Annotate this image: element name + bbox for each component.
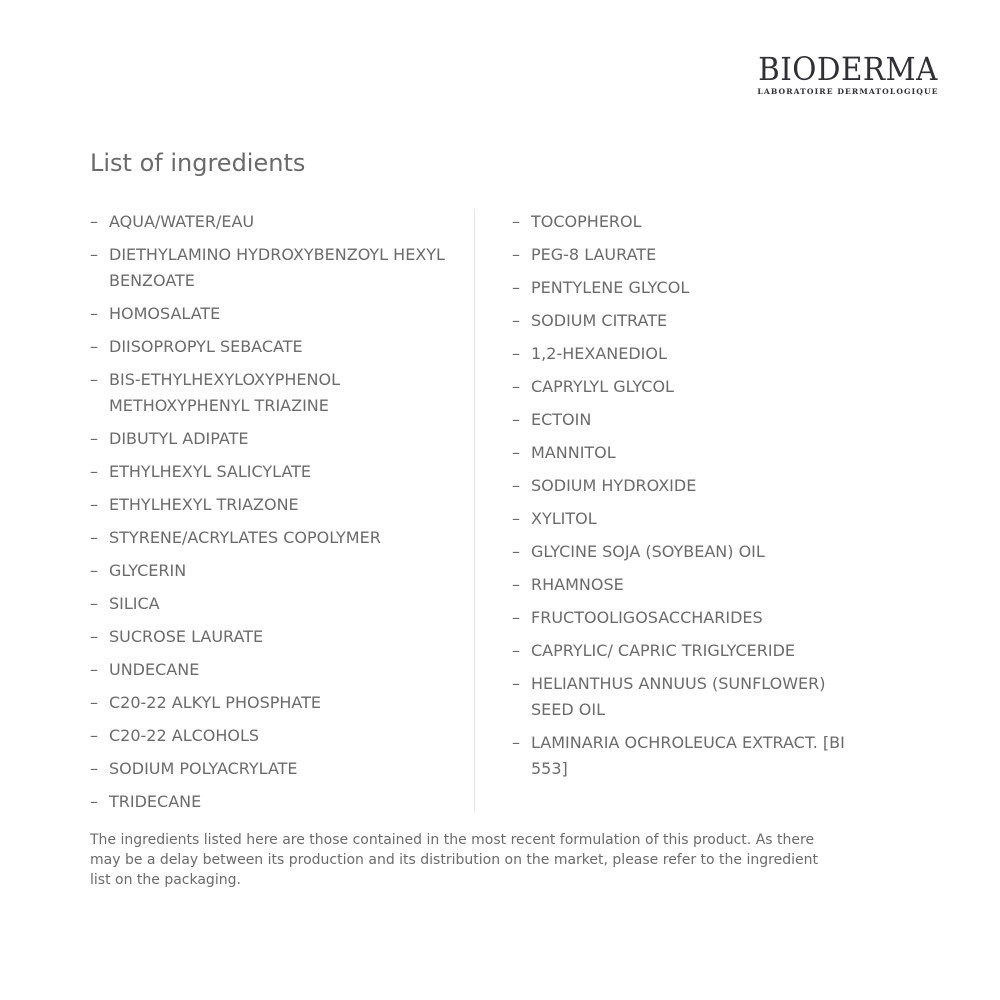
dash-bullet-icon: – [90,792,98,811]
dash-bullet-icon: – [90,212,98,231]
ingredient-name: GLYCINE SOJA (SOYBEAN) OIL [531,542,765,561]
ingredient-item [512,473,862,499]
ingredient-item [512,341,862,367]
column-divider [474,209,475,812]
ingredient-name: PENTYLENE GLYCOL [531,278,690,297]
ingredient-name: 1,2-HEXANEDIOL [531,344,667,363]
dash-bullet-icon: – [90,594,98,613]
ingredient-item [90,426,460,452]
ingredient-name: FRUCTOOLIGOSACCHARIDES [531,608,763,627]
ingredient-name: AQUA/WATER/EAU [109,212,255,231]
ingredient-item [90,723,460,749]
dash-bullet-icon: – [512,641,520,660]
dash-bullet-icon: – [90,304,98,323]
ingredient-item [512,605,862,631]
dash-bullet-icon: – [90,245,98,264]
ingredient-item [90,558,460,584]
ingredient-name: PEG-8 LAURATE [531,245,657,264]
dash-bullet-icon: – [512,410,520,429]
dash-bullet-icon: – [90,462,98,481]
ingredient-item [512,638,862,664]
ingredient-name: GLYCERIN [109,561,187,580]
dash-bullet-icon: – [512,674,520,693]
page-title: List of ingredients [90,149,306,177]
ingredient-name: SILICA [109,594,160,613]
dash-bullet-icon: – [512,476,520,495]
ingredient-name: CAPRYLYL GLYCOL [531,377,674,396]
dash-bullet-icon: – [512,377,520,396]
dash-bullet-icon: – [90,693,98,712]
dash-bullet-icon: – [90,660,98,679]
ingredient-name: DIBUTYL ADIPATE [109,429,249,448]
dash-bullet-icon: – [512,212,520,231]
ingredient-item [90,334,460,360]
ingredient-name: DIISOPROPYL SEBACATE [109,337,303,356]
ingredient-item [90,242,460,294]
ingredient-item [512,209,862,235]
dash-bullet-icon: – [512,245,520,264]
ingredient-name: C20-22 ALCOHOLS [109,726,260,745]
dash-bullet-icon: – [512,733,520,752]
ingredient-item [90,657,460,683]
ingredient-item [90,367,460,419]
ingredient-item [90,459,460,485]
ingredient-item [90,756,460,782]
ingredient-item [512,374,862,400]
ingredient-item [90,690,460,716]
ingredient-name: XYLITOL [531,509,597,528]
ingredient-name: TOCOPHEROL [531,212,642,231]
ingredient-item [512,671,862,723]
ingredient-item [512,275,862,301]
dash-bullet-icon: – [90,759,98,778]
ingredient-name: RHAMNOSE [531,575,624,594]
brand-name: BIODERMA [758,50,938,88]
dash-bullet-icon: – [90,429,98,448]
ingredient-name: STYRENE/ACRYLATES COPOLYMER [109,528,381,547]
ingredient-name: DIETHYLAMINO HYDROXYBENZOYL HEXYL BENZOATE [109,245,445,290]
ingredient-item [512,730,862,782]
dash-bullet-icon: – [90,370,98,389]
dash-bullet-icon: – [512,344,520,363]
ingredient-item [512,572,862,598]
ingredient-item [512,407,862,433]
ingredient-item [90,492,460,518]
dash-bullet-icon: – [90,627,98,646]
dash-bullet-icon: – [90,528,98,547]
dash-bullet-icon: – [512,278,520,297]
brand-logo [748,52,948,96]
ingredient-item [90,591,460,617]
ingredient-name: HELIANTHUS ANNUUS (SUNFLOWER) SEED OIL [531,674,826,719]
ingredient-name: C20-22 ALKYL PHOSPHATE [109,693,321,712]
ingredient-name: UNDECANE [109,660,200,679]
dash-bullet-icon: – [90,337,98,356]
ingredient-name: MANNITOL [531,443,616,462]
dash-bullet-icon: – [90,495,98,514]
ingredient-name: ETHYLHEXYL SALICYLATE [109,462,312,481]
dash-bullet-icon: – [512,443,520,462]
brand-tagline: LABORATOIRE DERMATOLOGIQUE [757,87,939,96]
ingredient-name: SUCROSE LAURATE [109,627,264,646]
ingredient-name: SODIUM CITRATE [531,311,668,330]
dash-bullet-icon: – [512,311,520,330]
ingredient-item [90,301,460,327]
formulation-disclaimer: The ingredients listed here are those contained in the most recent formulation of this product. As there may be a delay between its production and its distribution on the market, please refer to the ingredient list on the packaging. [90,832,818,888]
ingredient-item [90,525,460,551]
ingredient-name: ECTOIN [531,410,592,429]
ingredient-item [512,440,862,466]
ingredient-name: HOMOSALATE [109,304,221,323]
ingredient-item [90,209,460,235]
ingredient-item [512,539,862,565]
ingredient-item [512,242,862,268]
dash-bullet-icon: – [90,561,98,580]
ingredient-name: BIS-ETHYLHEXYLOXYPHENOL METHOXYPHENYL TRIAZINE [109,370,341,415]
ingredient-list-left [90,209,460,822]
ingredient-name: SODIUM POLYACRYLATE [109,759,298,778]
ingredient-name: ETHYLHEXYL TRIAZONE [109,495,299,514]
ingredient-list-right [512,209,862,789]
ingredient-name: LAMINARIA OCHROLEUCA EXTRACT. [BI 553] [531,733,845,778]
dash-bullet-icon: – [512,509,520,528]
dash-bullet-icon: – [512,542,520,561]
ingredient-name: TRIDECANE [109,792,202,811]
dash-bullet-icon: – [512,608,520,627]
ingredient-item [90,624,460,650]
ingredient-item [512,308,862,334]
ingredient-name: CAPRYLIC/ CAPRIC TRIGLYCERIDE [531,641,796,660]
ingredient-name: SODIUM HYDROXIDE [531,476,697,495]
ingredient-item [90,789,460,815]
dash-bullet-icon: – [90,726,98,745]
ingredient-item [512,506,862,532]
dash-bullet-icon: – [512,575,520,594]
